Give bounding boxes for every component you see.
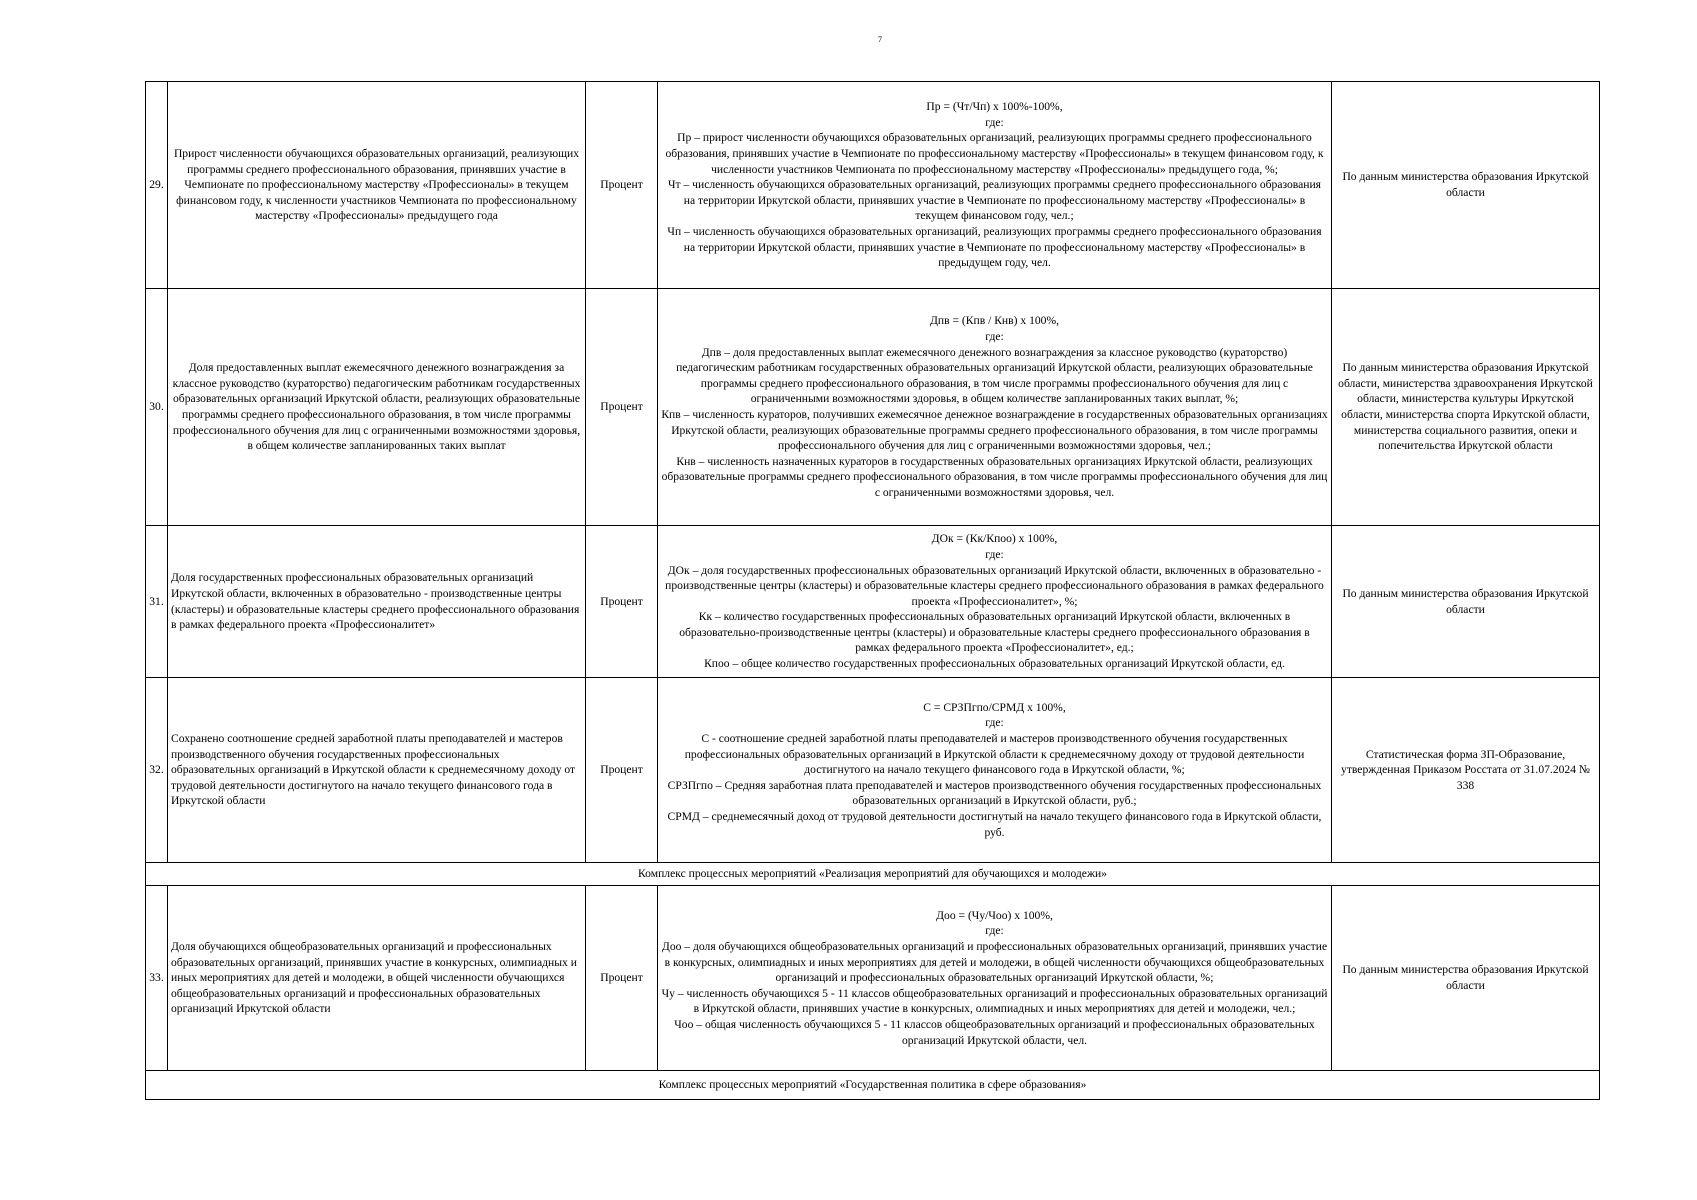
formula-line: Пр – прирост численности обучающихся образовательных организаций, реализующих программы среднего профессионального образования, принявших участие в Чемпионате по профессиональному мастерству «Профессионалы» в текущем финансовом году, к численности участников Чемпионата по профессиональному мастерству «Профессионалы» предыдущего года, %; (665, 131, 1324, 176)
table-row (146, 886, 1600, 1071)
formula-line: ДОк = (Кк/Кпоо) х 100%, (931, 532, 1058, 546)
calculation-formula (658, 678, 1332, 863)
indicators-table (145, 81, 1600, 1100)
data-source: По данным министерства образования Иркутской области (1332, 886, 1600, 1071)
row-number: 31. (146, 526, 168, 678)
unit-of-measure: Процент (586, 526, 658, 678)
formula-line: Дпв – доля предоставленных выплат ежемесячного денежного вознаграждения за классное руководство (кураторство) педагогическим работникам государственных образовательных организаций Иркутской области, реализующих образовательные программы среднего профессионального образования, в том числе программы профессионального обучения для лиц с ограниченными возможностями здоровья, в общем количестве запланированных таких выплат, %; (676, 345, 1313, 406)
formula-line: Кк – количество государственных профессиональных образовательных организаций Иркутской области, включенных в образовательно-производственные центры (кластеры) и образовательные кластеры среднего профессионального образования в рамках федерального проекта «Профессионалитет», ед.; (679, 610, 1310, 655)
calculation-formula (658, 82, 1332, 289)
formula-line: Кпоо – общее количество государственных профессиональных образовательных организаций Иркутской области, ед. (704, 657, 1285, 671)
row-number: 33. (146, 886, 168, 1071)
section-row (146, 1071, 1600, 1100)
formula-line: Доо – доля обучающихся общеобразовательных организаций и профессиональных образовательных организаций, принявших участие в конкурсных, олимпиадных и иных мероприятиях для детей и молодежи, в общей численности обучающихся общеобразовательных организаций и профессиональных образовательных организаций Иркутской области, %; (661, 940, 1328, 985)
formula-line: ДОк – доля государственных профессиональных образовательных организаций Иркутской области, включенных в образовательно - производственные центры (кластеры) и образовательные кластеры среднего профессионального образования в рамках федерального проекта «Профессионалитет», %; (665, 563, 1324, 608)
table-row (146, 678, 1600, 863)
indicator-name: Прирост численности обучающихся образовательных организаций, реализующих программы среднего профессионального образования, принявших участие в Чемпионате по профессиональному мастерству «Профессионалы» в текущем финансовом году, к численности участников Чемпионата по профессиональному мастерству «Профессионалы» предыдущего года (168, 82, 586, 289)
row-number: 32. (146, 678, 168, 863)
formula-line: где: (985, 330, 1004, 344)
data-source: По данным министерства образования Иркутской области (1332, 526, 1600, 678)
formula-line: Кпв – численность кураторов, получивших ежемесячное денежное вознаграждение в государственных образовательных организациях Иркутской области, реализующих образовательные программы среднего профессионального образования, в том числе программы профессионального обучения для лиц с ограниченными возможностями здоровья, чел.; (661, 408, 1328, 453)
section-title: Комплекс процессных мероприятий «Государственная политика в сфере образования» (146, 1071, 1600, 1100)
formula-line: Пр = (Чт/Чп) х 100%-100%, (926, 100, 1063, 114)
section-title: Комплекс процессных мероприятий «Реализация мероприятий для обучающихся и молодежи» (146, 863, 1600, 886)
section-row (146, 863, 1600, 886)
formula-line: Чт – численность обучающихся образовательных организаций, реализующих программы среднего профессионального образования на территории Иркутской области, принявших участие в Чемпионате по профессиональному мастерству «Профессионалы» в текущем финансовом году, чел.; (667, 178, 1322, 223)
formula-line: Чп – численность обучающихся образовательных организаций, реализующих программы среднего профессионального образования на территории Иркутской области, принявших участие в Чемпионате по профессиональному мастерству «Профессионалы» в предыдущем году, чел. (667, 224, 1322, 270)
indicator-name: Доля государственных профессиональных образовательных организаций Иркутской области, включенных в образовательно - производственные центры (кластеры) и образовательные кластеры среднего профессионального образования в рамках федерального проекта «Профессионалитет» (168, 526, 586, 678)
indicator-name: Доля предоставленных выплат ежемесячного денежного вознаграждения за классное руководство (кураторство) педагогическим работникам государственных образовательных организаций Иркутской области, реализующих образовательные программы среднего профессионального образования, в том числе программы профессионального обучения для лиц с ограниченными возможностями здоровья, в общем количестве запланированных таких выплат (168, 289, 586, 526)
unit-of-measure: Процент (586, 886, 658, 1071)
formula-line: где: (985, 716, 1004, 730)
formula-line: Чоо – общая численность обучающихся 5 - 11 классов общеобразовательных организаций и профессиональных образовательных организаций Иркутской области, чел. (674, 1017, 1315, 1047)
page-number: 7 (878, 35, 882, 44)
data-source: Статистическая форма ЗП-Образование, утвержденная Приказом Росстата от 31.07.2024 № 338 (1332, 678, 1600, 863)
formula-line: Чу – численность обучающихся 5 - 11 классов общеобразовательных организаций и профессиональных образовательных организаций в Иркутской области, принявших участие в конкурсных, олимпиадных и иных мероприятиях для детей и молодежи, чел.; (661, 986, 1328, 1016)
table-row (146, 82, 1600, 289)
unit-of-measure: Процент (586, 82, 658, 289)
unit-of-measure: Процент (586, 678, 658, 863)
formula-line: где: (985, 115, 1004, 129)
formula-line: где: (985, 547, 1004, 561)
formula-line: где: (985, 924, 1004, 938)
formula-line: С - соотношение средней заработной платы преподавателей и мастеров производственного обучения государственных профессиональных образовательных организаций в Иркутской области к среднемесячному доходу от трудовой деятельности достигнутого на начало текущего финансового года в Иркутской области, %; (684, 732, 1305, 777)
table-row (146, 526, 1600, 678)
data-source: По данным министерства образования Иркутской области (1332, 82, 1600, 289)
calculation-formula (658, 289, 1332, 526)
formula-line: Доо = (Чу/Чоо) х 100%, (936, 908, 1053, 922)
formula-line: Дпв = (Кпв / Кнв) х 100%, (929, 314, 1060, 328)
formula-line: СРЗПгпо – Средняя заработная плата преподавателей и мастеров производственного обучения государственных профессиональных образовательных организаций в Иркутской области, руб.; (667, 778, 1322, 808)
indicator-name: Сохранено соотношение средней заработной платы преподавателей и мастеров производственного обучения государственных профессиональных образовательных организаций в Иркутской области к среднемесячному доходу от трудовой деятельности достигнутого на начало текущего финансового года в Иркутской области (168, 678, 586, 863)
table-row (146, 289, 1600, 526)
calculation-formula (658, 526, 1332, 678)
row-number: 29. (146, 82, 168, 289)
formula-line: СРМД – среднемесячный доход от трудовой деятельности достигнутый на начало текущего финансового года в Иркутской области, руб. (667, 809, 1322, 839)
data-source: По данным министерства образования Иркутской области, министерства здравоохранения Иркутской области, министерства культуры Иркутской области, министерства спорта Иркутской области, министерства социального развития, опеки и попечительства Иркутской области (1332, 289, 1600, 526)
unit-of-measure: Процент (586, 289, 658, 526)
formula-line: С = СРЗПгпо/СРМД х 100%, (923, 700, 1066, 714)
row-number: 30. (146, 289, 168, 526)
calculation-formula (658, 886, 1332, 1071)
formula-line: Кнв – численность назначенных кураторов в государственных образовательных организациях Иркутской области, реализующих образовательные программы среднего профессионального образования, в том числе программы профессионального обучения для лиц с ограниченными возможностями здоровья, чел. (661, 454, 1328, 499)
indicator-name: Доля обучающихся общеобразовательных организаций и профессиональных образовательных организаций, принявших участие в конкурсных, олимпиадных и иных мероприятиях для детей и молодежи, в общей численности обучающихся общеобразовательных организаций и профессиональных образовательных организаций Иркутской области (168, 886, 586, 1071)
